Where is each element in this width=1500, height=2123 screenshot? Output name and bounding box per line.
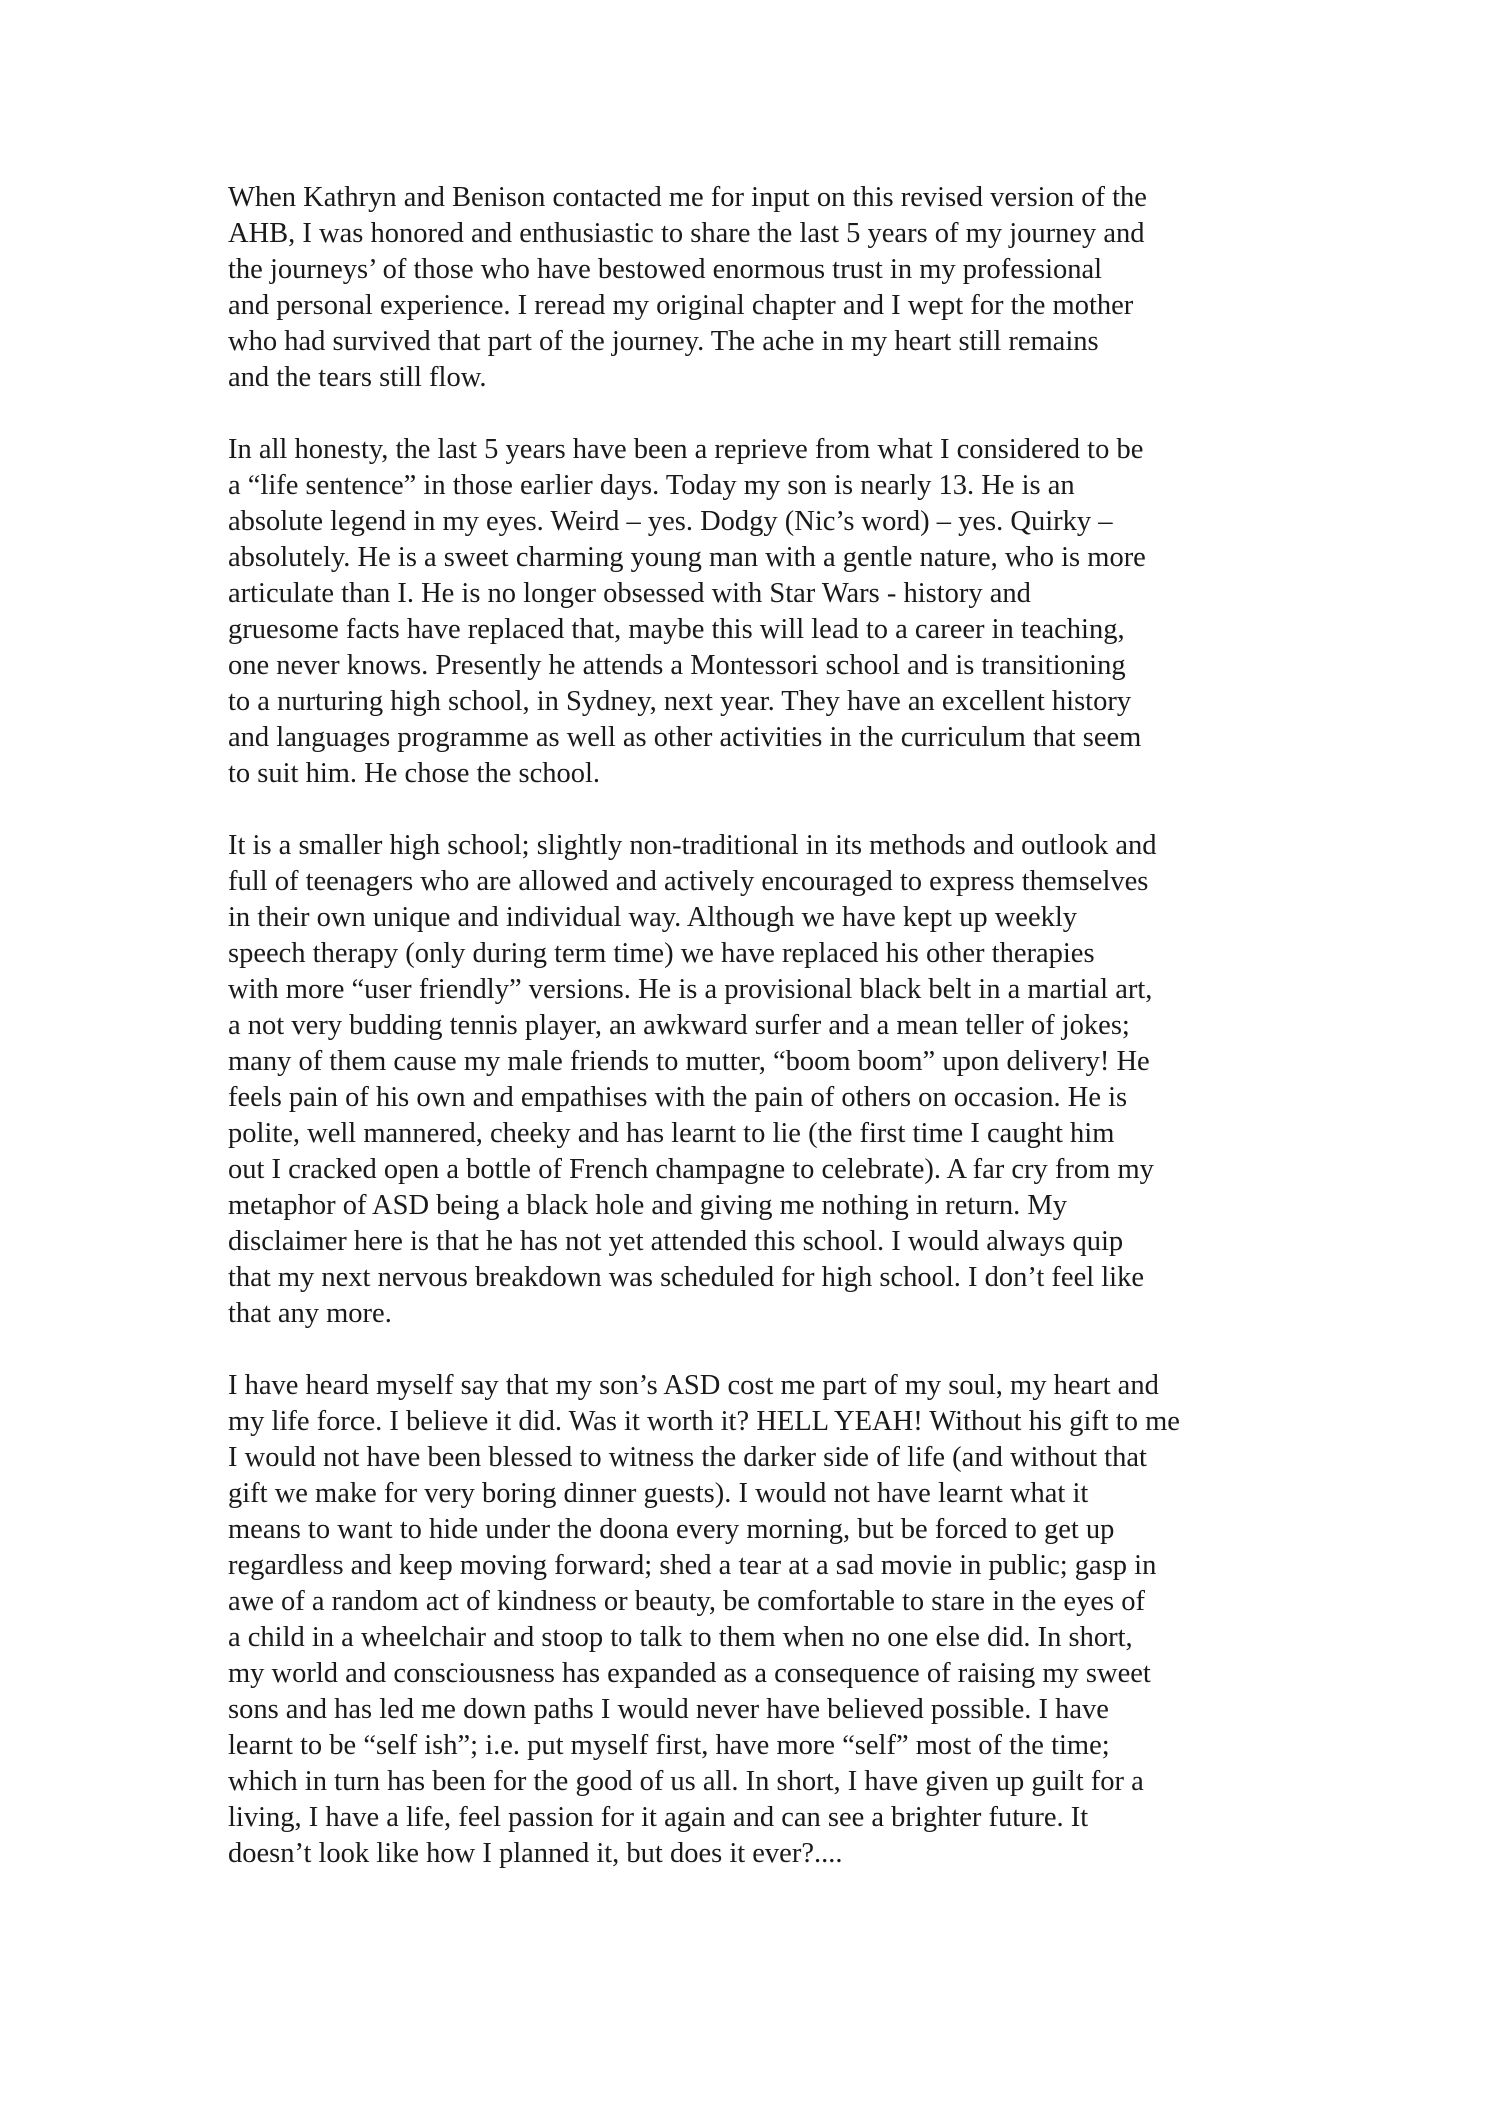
text-line: who had survived that part of the journey. The ache in my heart still remains (228, 326, 1099, 357)
text-line: When Kathryn and Benison contacted me for input on this revised version of the (228, 182, 1147, 213)
document-body (228, 180, 1298, 1908)
text-line: means to want to hide under the doona every morning, but be forced to get up (228, 1514, 1115, 1545)
text-line: polite, well mannered, cheeky and has learnt to lie (the first time I caught him (228, 1118, 1115, 1149)
text-line: In all honesty, the last 5 years have been a reprieve from what I considered to be (228, 434, 1144, 465)
paragraph (228, 432, 1298, 792)
text-line: AHB, I was honored and enthusiastic to share the last 5 years of my journey and (228, 218, 1145, 249)
text-line: gift we make for very boring dinner guests). I would not have learnt what it (228, 1478, 1089, 1509)
text-line: many of them cause my male friends to mutter, “boom boom” upon delivery! He (228, 1046, 1150, 1077)
text-line: my life force. I believe it did. Was it worth it? HELL YEAH! Without his gift to me (228, 1406, 1180, 1437)
text-line: out I cracked open a bottle of French champagne to celebrate). A far cry from my (228, 1154, 1154, 1185)
text-line: to a nurturing high school, in Sydney, next year. They have an excellent history (228, 686, 1132, 717)
paragraph (228, 180, 1298, 396)
text-line: sons and has led me down paths I would never have believed possible. I have (228, 1694, 1109, 1725)
text-line: living, I have a life, feel passion for it again and can see a brighter future. It (228, 1802, 1089, 1833)
text-line: articulate than I. He is no longer obsessed with Star Wars - history and (228, 578, 1031, 609)
text-line: my world and consciousness has expanded as a consequence of raising my sweet (228, 1658, 1151, 1689)
text-line: awe of a random act of kindness or beauty, be comfortable to stare in the eyes of (228, 1586, 1145, 1617)
text-line: feels pain of his own and empathises with the pain of others on occasion. He is (228, 1082, 1128, 1113)
text-line: the journeys’ of those who have bestowed enormous trust in my professional (228, 254, 1103, 285)
text-line: absolutely. He is a sweet charming young man with a gentle nature, who is more (228, 542, 1146, 573)
text-line: speech therapy (only during term time) we have replaced his other therapies (228, 938, 1095, 969)
text-line: which in turn has been for the good of us all. In short, I have given up guilt for a (228, 1766, 1144, 1797)
text-line: learnt to be “self ish”; i.e. put myself first, have more “self” most of the time; (228, 1730, 1110, 1761)
text-line: that any more. (228, 1298, 392, 1329)
text-line: and personal experience. I reread my original chapter and I wept for the mother (228, 290, 1134, 321)
text-line: metaphor of ASD being a black hole and giving me nothing in return. My (228, 1190, 1068, 1221)
text-line: disclaimer here is that he has not yet attended this school. I would always quip (228, 1226, 1124, 1257)
text-line: that my next nervous breakdown was scheduled for high school. I don’t feel like (228, 1262, 1144, 1293)
text-line: full of teenagers who are allowed and actively encouraged to express themselves (228, 866, 1149, 897)
text-line: with more “user friendly” versions. He is a provisional black belt in a martial art, (228, 974, 1153, 1005)
text-line: and languages programme as well as other activities in the curriculum that seem (228, 722, 1142, 753)
text-line: one never knows. Presently he attends a Montessori school and is transitioning (228, 650, 1126, 681)
text-line: a “life sentence” in those earlier days. Today my son is nearly 13. He is an (228, 470, 1075, 501)
text-line: gruesome facts have replaced that, maybe this will lead to a career in teaching, (228, 614, 1125, 645)
text-line: and the tears still flow. (228, 362, 487, 393)
text-line: doesn’t look like how I planned it, but does it ever?.... (228, 1838, 843, 1869)
text-line: a not very budding tennis player, an awkward surfer and a mean teller of jokes; (228, 1010, 1130, 1041)
text-line: I would not have been blessed to witness the darker side of life (and without that (228, 1442, 1147, 1473)
text-line: It is a smaller high school; slightly non-traditional in its methods and outlook and (228, 830, 1157, 861)
paragraph (228, 828, 1298, 1332)
text-line: absolute legend in my eyes. Weird – yes. Dodgy (Nic’s word) – yes. Quirky – (228, 506, 1113, 537)
text-line: in their own unique and individual way. Although we have kept up weekly (228, 902, 1078, 933)
text-line: I have heard myself say that my son’s ASD cost me part of my soul, my heart and (228, 1370, 1159, 1401)
paragraph (228, 1368, 1298, 1872)
text-line: a child in a wheelchair and stoop to talk to them when no one else did. In short, (228, 1622, 1133, 1653)
text-line: to suit him. He chose the school. (228, 758, 601, 789)
text-line: regardless and keep moving forward; shed a tear at a sad movie in public; gasp in (228, 1550, 1157, 1581)
